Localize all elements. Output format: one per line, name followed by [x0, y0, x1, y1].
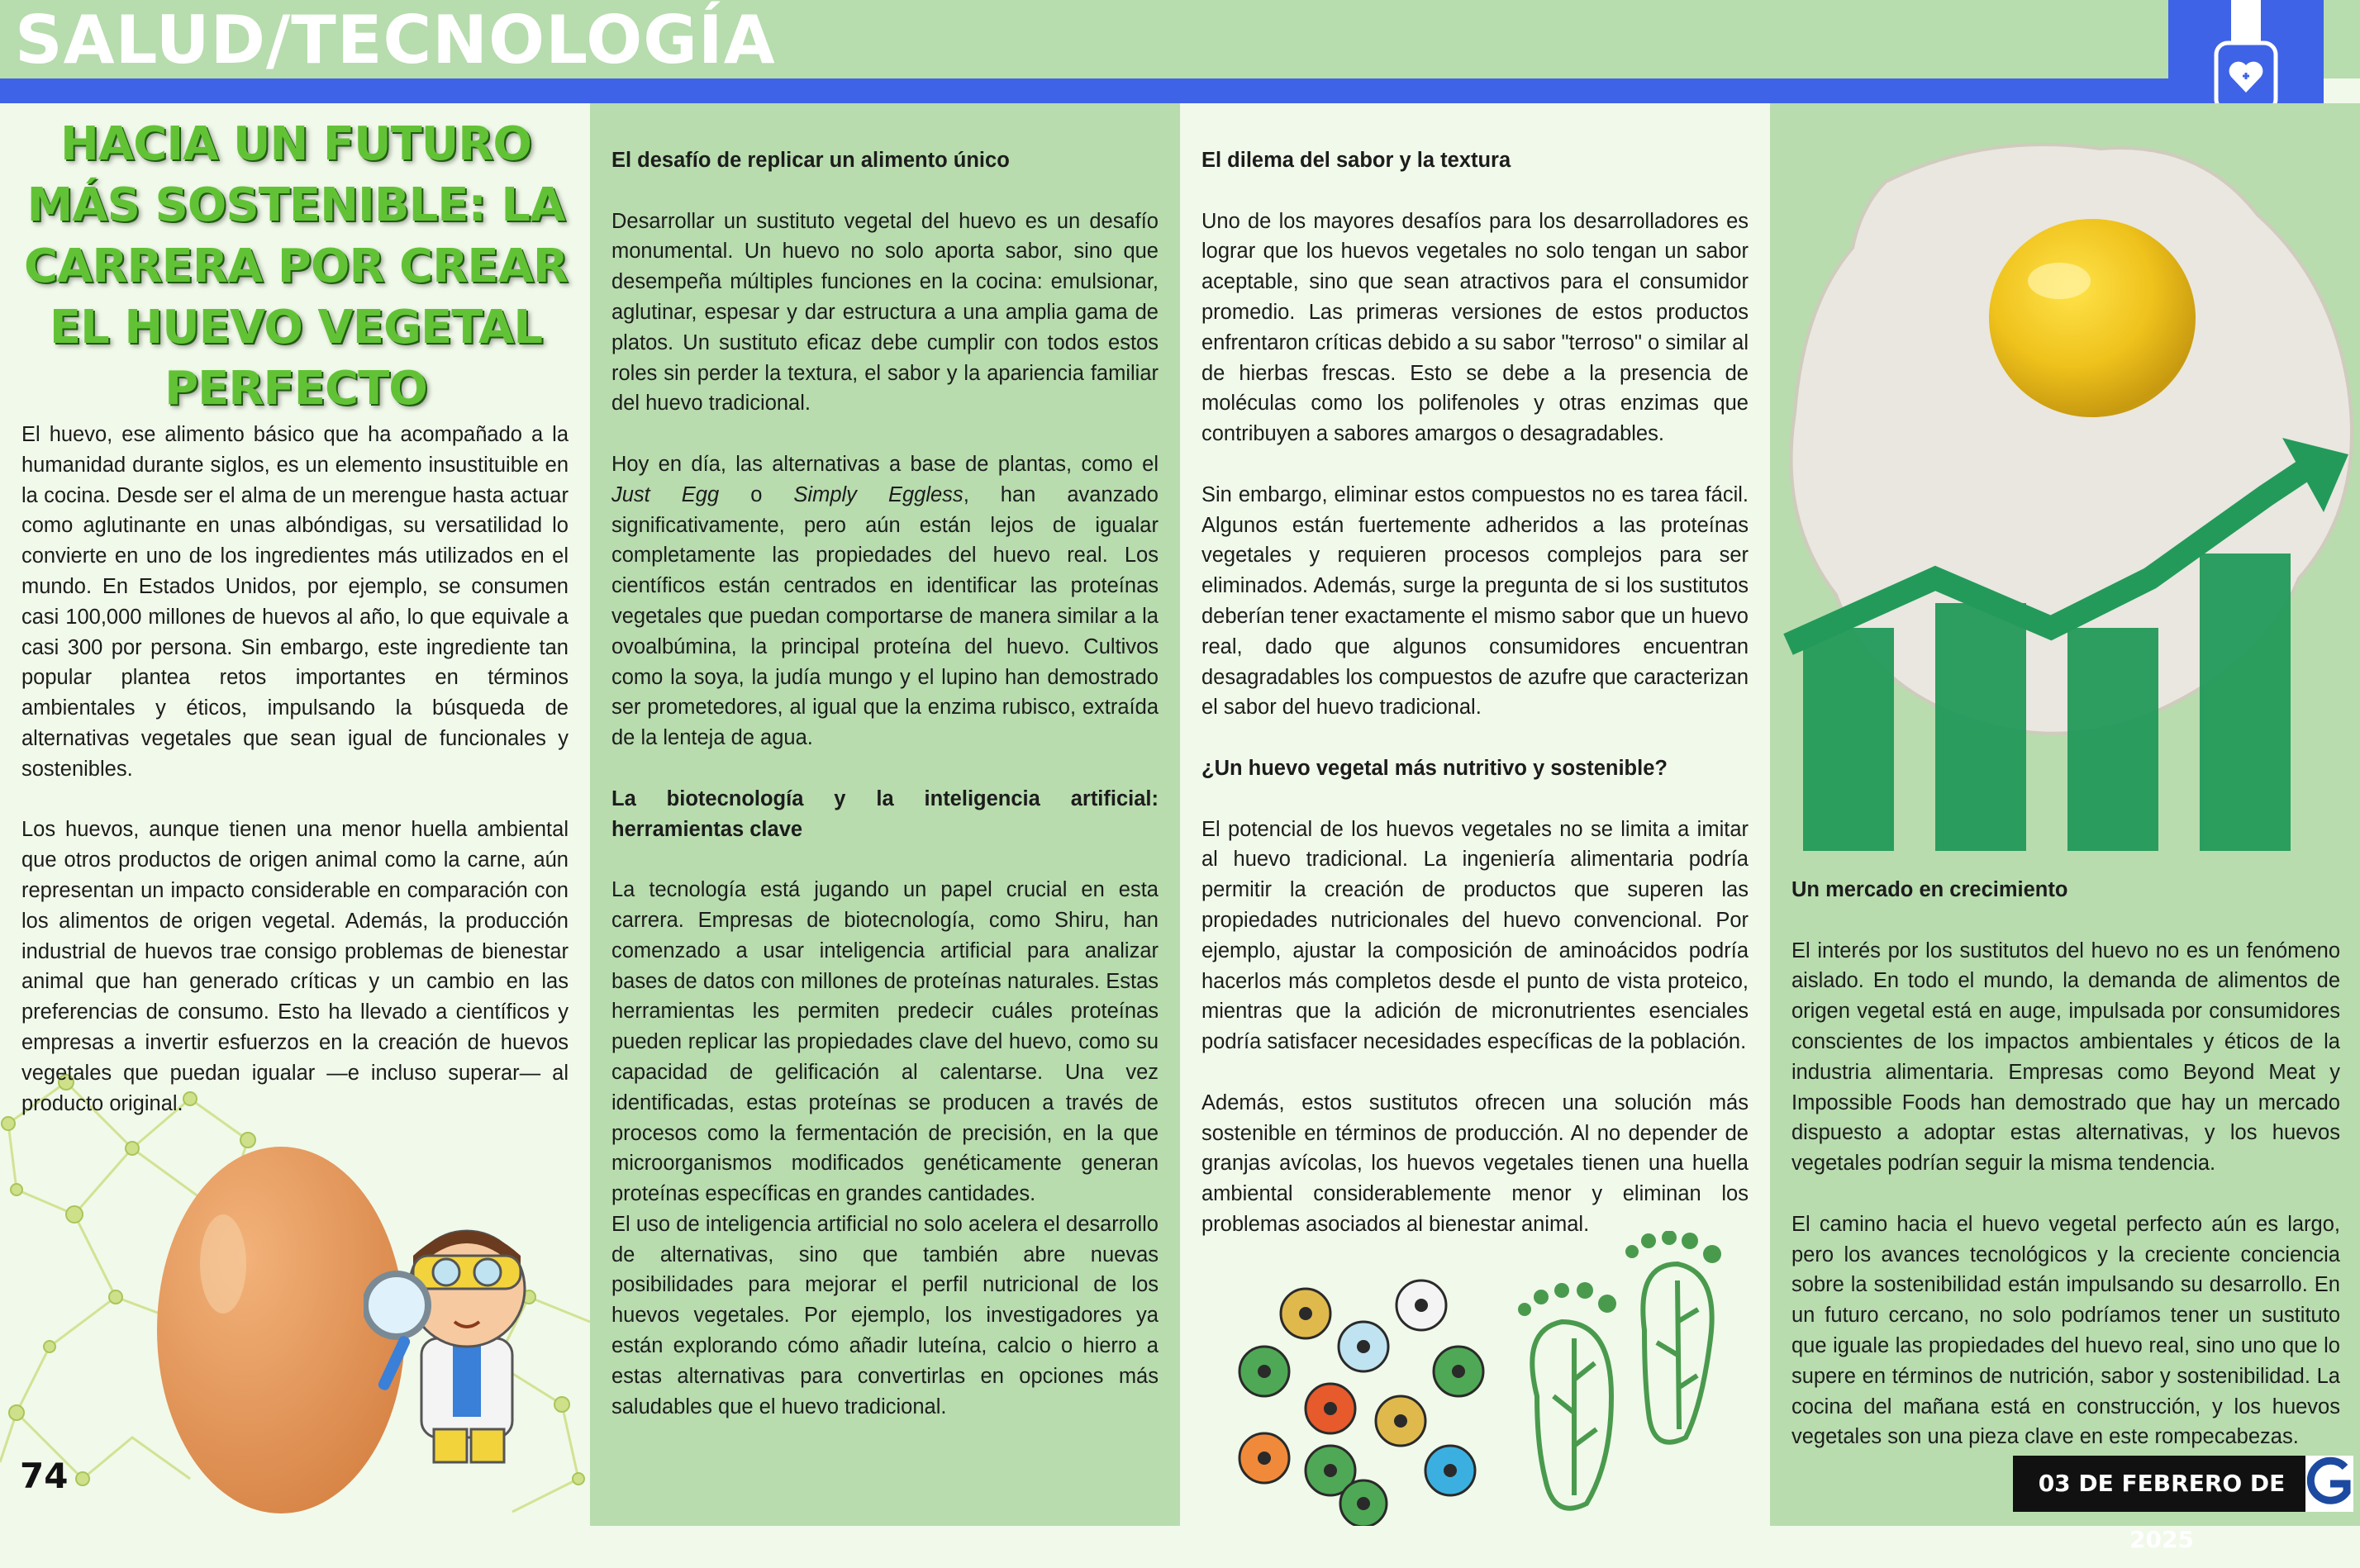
subheading: ¿Un huevo vegetal más nutritivo y sostenible?: [1201, 756, 1668, 780]
paragraph: La tecnología está jugando un papel crucial en esta carrera. Empresas de biotecnología, como Shiru, han comenzado a usar inteligencia artificial para analizar bases de datos con millones de proteínas naturales. Estas herramientas les permiten predecir cuáles proteínas pueden replicar las propiedades clave del huevo, como su capacidad de gelificación al calentarse. Una vez identificadas, estas proteínas se producen a través de procesos como la fermentación de precisión, en la que microorganismos modificados genéticamente generan proteínas específicas en grandes cantidades.: [611, 878, 1159, 1206]
paragraph: [611, 449, 1159, 753]
paragraph: El camino hacia el huevo vegetal perfecto aún es largo, pero los avances tecnológicos y la creciente conciencia sobre la sostenibilidad están impulsando su desarrollo. En un futuro cercano, no solo podríamos tener un sustituto que iguale las propiedades del huevo real, sino uno que lo supere en términos de nutrición, sabor y sostenibilidad. La cocina del mañana está en construcción, y los huevos vegetales son una pieza clave en este rompecabezas.: [1791, 1212, 2340, 1449]
section-title: SALUD/TECNOLOGÍA: [15, 2, 776, 78]
g-logo-icon: [2305, 1456, 2353, 1512]
subheading: Un mercado en crecimiento: [1791, 878, 2068, 901]
fried-egg-growth-chart-illustration: [1770, 116, 2360, 859]
brand-name: Just Egg: [611, 482, 720, 506]
subheading: El desafío de replicar un alimento único: [611, 149, 1010, 172]
text-span: , han avanzado significativamente, pero aún están lejos de igualar completamente las propiedades del huevo real. Los científicos están centrados en identificar las proteínas vegetales que puedan comportarse de manera similar a la ovoalbúmina, la principal proteína del huevo. Cultivos como la soya, la judía mungo y el lupino han demostrado ser prometedores, al igual que la enzima rubisco, extraída de la lenteja de agua.: [611, 482, 1159, 750]
child-scientist-illustration: [364, 1198, 562, 1471]
page-number: 74: [20, 1456, 69, 1496]
subheading: La biotecnología y la inteligencia artificial: herramientas clave: [611, 786, 1159, 841]
paragraph: Sin embargo, eliminar estos compuestos no es tarea fácil. Algunos están fuertemente adheridos a las proteínas vegetales y requieren procesos complejos para ser eliminados. Además, surge la pregunta de si los sustitutos deberían tener exactamente el mismo sabor que un huevo real, dado que algunos consumidores encuentran desagradables los compuestos de azufre que caracterizan el sabor del huevo tradicional.: [1201, 482, 1749, 720]
brand-name: Simply Eggless: [793, 482, 964, 506]
column-4-text: [1791, 875, 2340, 1452]
column-2-text: [611, 145, 1159, 1422]
subheading: El dilema del sabor y la textura: [1201, 149, 1511, 172]
paragraph: El uso de inteligencia artificial no solo acelera el desarrollo de alternativas, sino que también abre nuevas posibilidades para mejorar el perfil nutricional de los huevos vegetales. Por ejemplo, los investigadores ya están explorando cómo añadir luteína, calcio o hierro a estas alternativas para convertirlas en opciones más saludables que el huevo tradicional.: [611, 1212, 1159, 1418]
text-span: Hoy en día, las alternativas a base de plantas, como el: [611, 452, 1159, 476]
paragraph: El potencial de los huevos vegetales no se limita a imitar al huevo tradicional. La ingeniería alimentaria podría permitir la creación de productos que superen las propiedades nutricionales del huevo convencional. Por ejemplo, ajustar la composición de aminoácidos podría hacerlos más completos desde el punto de vista proteico, mientras que la adición de micronutrientes esenciales podría satisfacer necesidades específicas de la población.: [1201, 817, 1749, 1054]
paragraph: Desarrollar un sustituto vegetal del huevo es un desafío monumental. Un huevo no solo aporta sabor, sino que desempeña múltiples funciones en la cocina: emulsionar, aglutinar, espesar y dar estructura a una amplia gama de platos. Un sustituto eficaz debe cumplir con todos estos roles sin perder la textura, el sabor y la apariencia familiar del huevo tradicional.: [611, 209, 1159, 416]
paragraph: Uno de los mayores desafíos para los desarrolladores es lograr que los huevos vegetales no solo tengan un sabor aceptable, sino que sean atractivos para el consumidor promedio. Las primeras versiones de estos productos enfrentaron críticas debido a su sabor "terroso" o similar al de hierbas frescas. Esto se debe a la presencia de moléculas como los polifenoles y otras enzimas que contribuyen a sabores amargos o desagradables.: [1201, 209, 1749, 446]
paragraph: Además, estos sustitutos ofrecen una solución más sostenible en términos de producción. Al no depender de granjas avícolas, los huevos vegetales tienen una huella ambiental considerablemente menor y eliminan los problemas asociados al bienestar animal.: [1201, 1090, 1749, 1236]
paragraph: El huevo, ese alimento básico que ha acompañado a la humanidad durante siglos, es un elemento insustituible en la cocina. Desde ser el alma de un merengue hasta actuar como aglutinante en unas albóndigas, su versatilidad lo convierte en uno de los ingredientes más utilizados en el mundo. En Estados Unidos, por ejemplo, se consumen casi 100,000 millones de huevos al año, lo que equivale a casi 300 por persona. Sin embargo, este ingrediente tan popular plantea retos importantes en términos ambientales y éticos, impulsando la búsqueda de alternativas vegetales que sean igual de funcionales y sostenibles.: [21, 423, 569, 781]
column-1-text: [21, 420, 569, 1119]
column-3-text: [1201, 145, 1749, 1240]
text-span: o: [719, 482, 794, 506]
header-rule: [0, 78, 2168, 103]
paragraph: Los huevos, aunque tienen una menor huella ambiental que otros productos de origen animal como la carne, aún representan un impacto considerable en comparación con los alimentos de origen vegetal. Además, la producción industrial de huevos trae consigo problemas de bienestar animal que han generado críticas y un cambio en las preferencias de consumo. Esto ha llevado a científicos y empresas a invertir esfuerzos en la creación de huevos vegetales que puedan igualar —e incluso superar— al producto original.: [21, 818, 569, 1115]
paragraph: El interés por los sustitutos del huevo no es un fenómeno aislado. En todo el mundo, la demanda de alimentos de origen vegetal está en auge, impulsada por consumidores conscientes de los impactos ambientales y éticos de la industria alimentaria. Empresas como Beyond Meat y Impossible Foods han demostrado que hay un mercado dispuesto a adoptar estas alternativas, y los huevos vegetales podrían seguir la misma tendencia.: [1791, 938, 2340, 1176]
issue-date: 03 DE FEBRERO DE 2025: [2013, 1456, 2310, 1512]
microorganisms-footprints-illustration: [1223, 1231, 1752, 1526]
article-headline: HACIA UN FUTURO MÁS SOSTENIBLE: LA CARRERA POR CREAR EL HUEVO VEGETAL PERFECTO: [23, 117, 569, 416]
